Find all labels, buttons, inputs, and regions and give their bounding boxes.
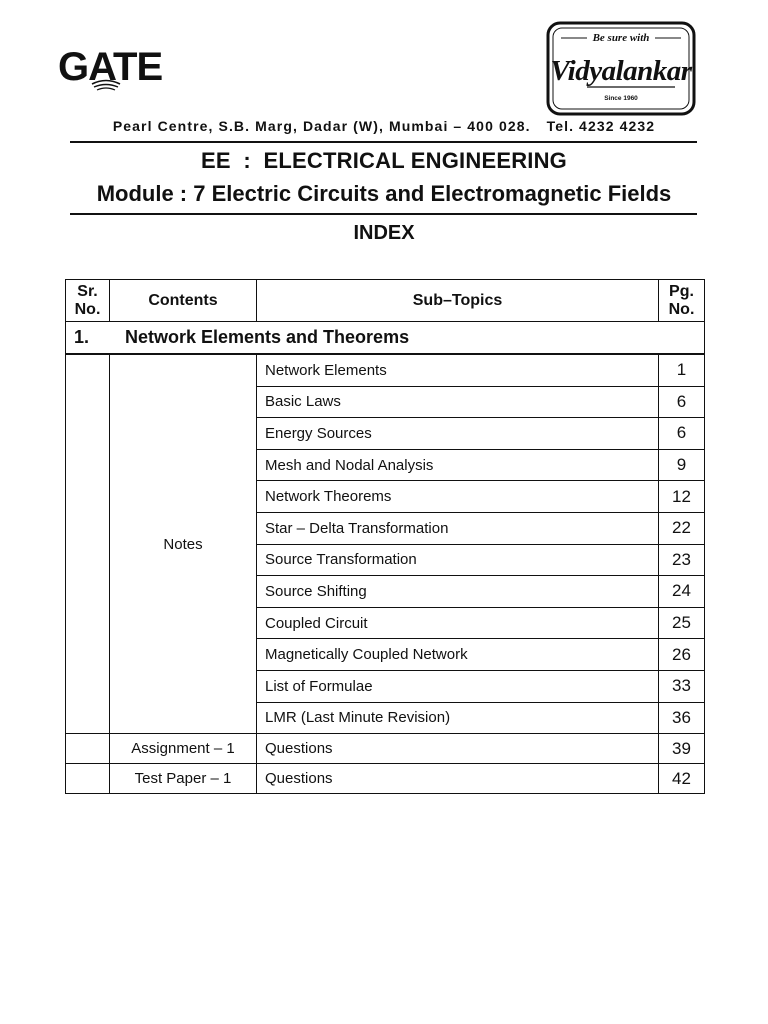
subtopic-cell: Questions [257,734,659,764]
header-pg-line2: No. [668,300,695,318]
vidyalankar-logo [545,20,697,117]
subtopic-cell: Source Transformation [257,544,659,576]
header-pg-no [659,280,705,322]
header-pg-line1: Pg. [669,282,694,300]
subtopic-cell: Mesh and Nodal Analysis [257,449,659,481]
vidyalankar-logo-graphic [545,20,697,117]
sr-no-cell [66,734,110,764]
header-sr-line2: No. [74,300,101,318]
page-number-cell: 12 [659,481,705,513]
subtopic-cell: Network Elements [257,354,659,386]
table-header-row [66,280,705,322]
subject-code: EE [201,148,231,173]
contents-cell: Test Paper – 1 [110,764,257,794]
page-number-cell: 33 [659,670,705,702]
header-subtopics: Sub–Topics [257,280,659,322]
gate-logo-graphic [58,44,180,92]
header-sr-no [66,280,110,322]
subtopic-cell: Network Theorems [257,481,659,513]
address-text: Pearl Centre, S.B. Marg, Dadar (W), Mumbai – 400 028. [112,118,531,134]
page-number-cell: 25 [659,607,705,639]
subtopic-cell: Energy Sources [257,418,659,450]
subtopic-cell: Magnetically Coupled Network [257,639,659,671]
page-number-cell: 26 [659,639,705,671]
logo-since: Since 1960 [604,95,638,102]
subtopic-cell: Source Shifting [257,576,659,608]
header-contents: Contents [110,280,257,322]
index-table [65,279,705,794]
section-row [66,322,705,355]
logo-brand-name: Vidyalankar [550,55,692,87]
section-title: Network Elements and Theorems [125,327,410,347]
gate-logo-text: GATE [58,45,163,89]
module-title: Module : 7 Electric Circuits and Electromagnetic Fields [96,181,672,206]
page-number-cell: 42 [659,764,705,794]
subject-name: ELECTRICAL ENGINEERING [263,148,567,173]
logo-tagline: Be sure with [592,32,650,44]
page-number-cell: 9 [659,449,705,481]
divider-top [70,141,697,143]
page-number-cell: 39 [659,734,705,764]
section-heading [66,322,705,355]
contents-notes-cell: Notes [110,354,257,734]
table-row [66,734,705,764]
table-row [66,764,705,794]
page-number-cell: 1 [659,354,705,386]
page-number-cell: 22 [659,512,705,544]
telephone: Tel. 4232 4232 [546,118,656,134]
table-row [66,354,705,386]
address-line [0,118,768,134]
section-number: 1. [74,327,90,347]
index-heading: INDEX [353,222,415,244]
gate-logo [58,44,180,92]
page-number-cell: 6 [659,386,705,418]
sr-no-cell [66,764,110,794]
subtopic-cell: List of Formulae [257,670,659,702]
subtopic-cell: Star – Delta Transformation [257,512,659,544]
page-number-cell: 36 [659,702,705,734]
subtopic-cell: Basic Laws [257,386,659,418]
page-number-cell: 23 [659,544,705,576]
subtopic-cell: Questions [257,764,659,794]
subject-title [0,148,768,174]
subtopic-cell: LMR (Last Minute Revision) [257,702,659,734]
page-number-cell: 6 [659,418,705,450]
header-sr-line1: Sr. [77,282,98,300]
subject-separator: : [243,148,251,173]
sr-no-cell [66,354,110,734]
divider-bottom [70,213,697,215]
contents-cell: Assignment – 1 [110,734,257,764]
page-number-cell: 24 [659,576,705,608]
subtopic-cell: Coupled Circuit [257,607,659,639]
